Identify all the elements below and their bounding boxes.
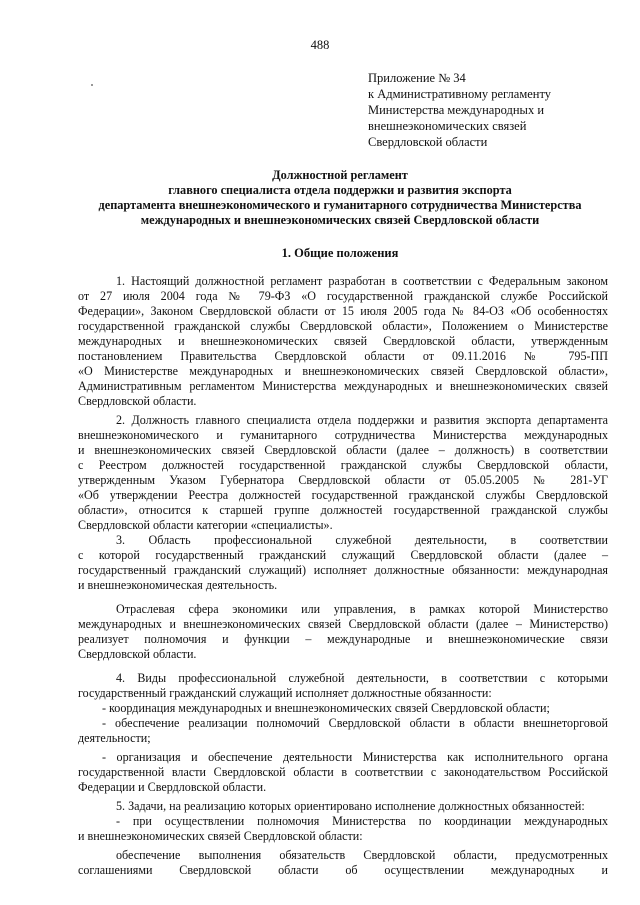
text-line: 3. Область профессиональной служебной деятельности, в соответствии [116, 533, 608, 547]
appendix-line: Приложение № 34 [368, 71, 466, 85]
text-line: - организация и обеспечение деятельности Министерства как исполнительного органа [102, 750, 608, 764]
text-line: постановлением Правительства Свердловской области от 09.11.2016 № 795-ПП [78, 349, 608, 363]
text-line: «О Министерстве международных и внешнеэкономических связей Свердловской области», [78, 364, 608, 378]
text-line: - обеспечение реализации полномочий Свердловской области в области внешнеторговой [102, 716, 608, 730]
appendix-line: к Административному регламенту [368, 87, 552, 101]
title-line: Должностной регламент [272, 168, 408, 182]
appendix-line: Министерства международных и [368, 103, 545, 117]
text-line: международных и внешнеэкономических связей Свердловской области, утвержденным [78, 334, 608, 348]
paragraph-6 [78, 799, 608, 814]
text-line: соглашениями Свердловской области об осуществлении международных и [78, 863, 608, 877]
page-number: 488 [310, 38, 330, 52]
title-line: главного специалиста отдела поддержки и развития экспорта [168, 183, 512, 197]
text-line: и внешнеэкономических связей Свердловской области (далее – должность) в соответствии [78, 443, 608, 457]
text-line: области», относится к старшей группе должностей государственной гражданской службы [78, 503, 608, 517]
text-line: деятельности; [78, 731, 151, 745]
text-line: государственной власти Свердловской области в соответствии с законодательством Российской [78, 765, 608, 779]
bullet-item [78, 716, 608, 746]
text-line: и внешнеэкономическая деятельность. [78, 578, 278, 592]
text-line: Отраслевая сфера экономики или управления, в рамках которой Министерство [116, 602, 608, 616]
text-line: внешнеэкономического и гуманитарного сотрудничества Министерства международных [78, 428, 608, 442]
text-line: реализует полномочия и функции – международные и внешнеэкономические связи [78, 632, 608, 646]
text-line: государственный гражданский служащий) исполняет должностные обязанности: международная [78, 563, 608, 577]
paragraph-1 [78, 274, 608, 409]
text-line: - координация международных и внешнеэкономических связей Свердловской области; [102, 701, 550, 715]
bullet-item [78, 814, 608, 844]
paragraph-7 [78, 848, 608, 878]
appendix-note [368, 70, 628, 150]
text-line: Административным регламентом Министерства международных и внешнеэкономических связей [78, 379, 608, 393]
title-line: департамента внешнеэкономического и гуманитарного сотрудничества Министерства [98, 198, 582, 212]
appendix-line: внешнеэкономических связей [368, 119, 527, 133]
document-title [70, 168, 610, 228]
section-heading: 1. Общие положения [281, 246, 399, 260]
bullet-item [78, 701, 608, 716]
text-line: Свердловской области. [78, 647, 197, 661]
text-line: и внешнеэкономических связей Свердловской области: [78, 829, 363, 843]
text-line: 2. Должность главного специалиста отдела поддержки и развития экспорта департамента [116, 413, 608, 427]
bullet-item [78, 750, 608, 795]
text-line: 4. Виды профессиональной служебной деятельности, в соответствии с которыми [116, 671, 608, 685]
paragraph-4 [78, 602, 608, 662]
text-line: государственный гражданский служащий исполняет должностные обязанности: [78, 686, 492, 700]
document-body [78, 274, 608, 878]
text-line: с Реестром должностей государственной гражданской службы Свердловской области, [78, 458, 608, 472]
text-line: - при осуществлении полномочия Министерства по координации международных [116, 814, 608, 828]
text-line: Свердловской области категории «специалисты». [78, 518, 333, 532]
text-line: 1. Настоящий должностной регламент разработан в соответствии с Федеральным законом [116, 274, 608, 288]
text-line: обеспечение выполнения обязательств Свердловской области, предусмотренных [116, 848, 608, 862]
text-line: Федерации», Законом Свердловской области от 15 июля 2005 года № 84-ОЗ «Об особенностях [78, 304, 608, 318]
appendix-line: Свердловской области [368, 135, 488, 149]
text-line: с которой государственный гражданский служащий Свердловской области (далее – [78, 548, 608, 562]
text-line: утвержденным Указом Губернатора Свердловской области от 05.05.2005 № 281-УГ [78, 473, 608, 487]
text-line: «Об утверждении Реестра должностей государственной гражданской службы Свердловской [78, 488, 608, 502]
text-line: международных и внешнеэкономических связей Свердловской области (далее – Министерство) [78, 617, 608, 631]
text-line: Свердловской области. [78, 394, 197, 408]
title-line: международных и внешнеэкономических связей Свердловской области [140, 213, 540, 227]
text-line: 5. Задачи, на реализацию которых ориентировано исполнение должностных обязанностей: [116, 799, 585, 813]
paragraph-3 [78, 533, 608, 593]
scan-speck [91, 84, 93, 86]
text-line: Федерации и Свердловской области. [78, 780, 267, 794]
paragraph-2 [78, 413, 608, 533]
text-line: государственной гражданской службы Свердловской области», Положением о Министерстве [78, 319, 608, 333]
paragraph-5 [78, 671, 608, 701]
text-line: от 27 июля 2004 года № 79-ФЗ «О государственной гражданской службе Российской [78, 289, 608, 303]
